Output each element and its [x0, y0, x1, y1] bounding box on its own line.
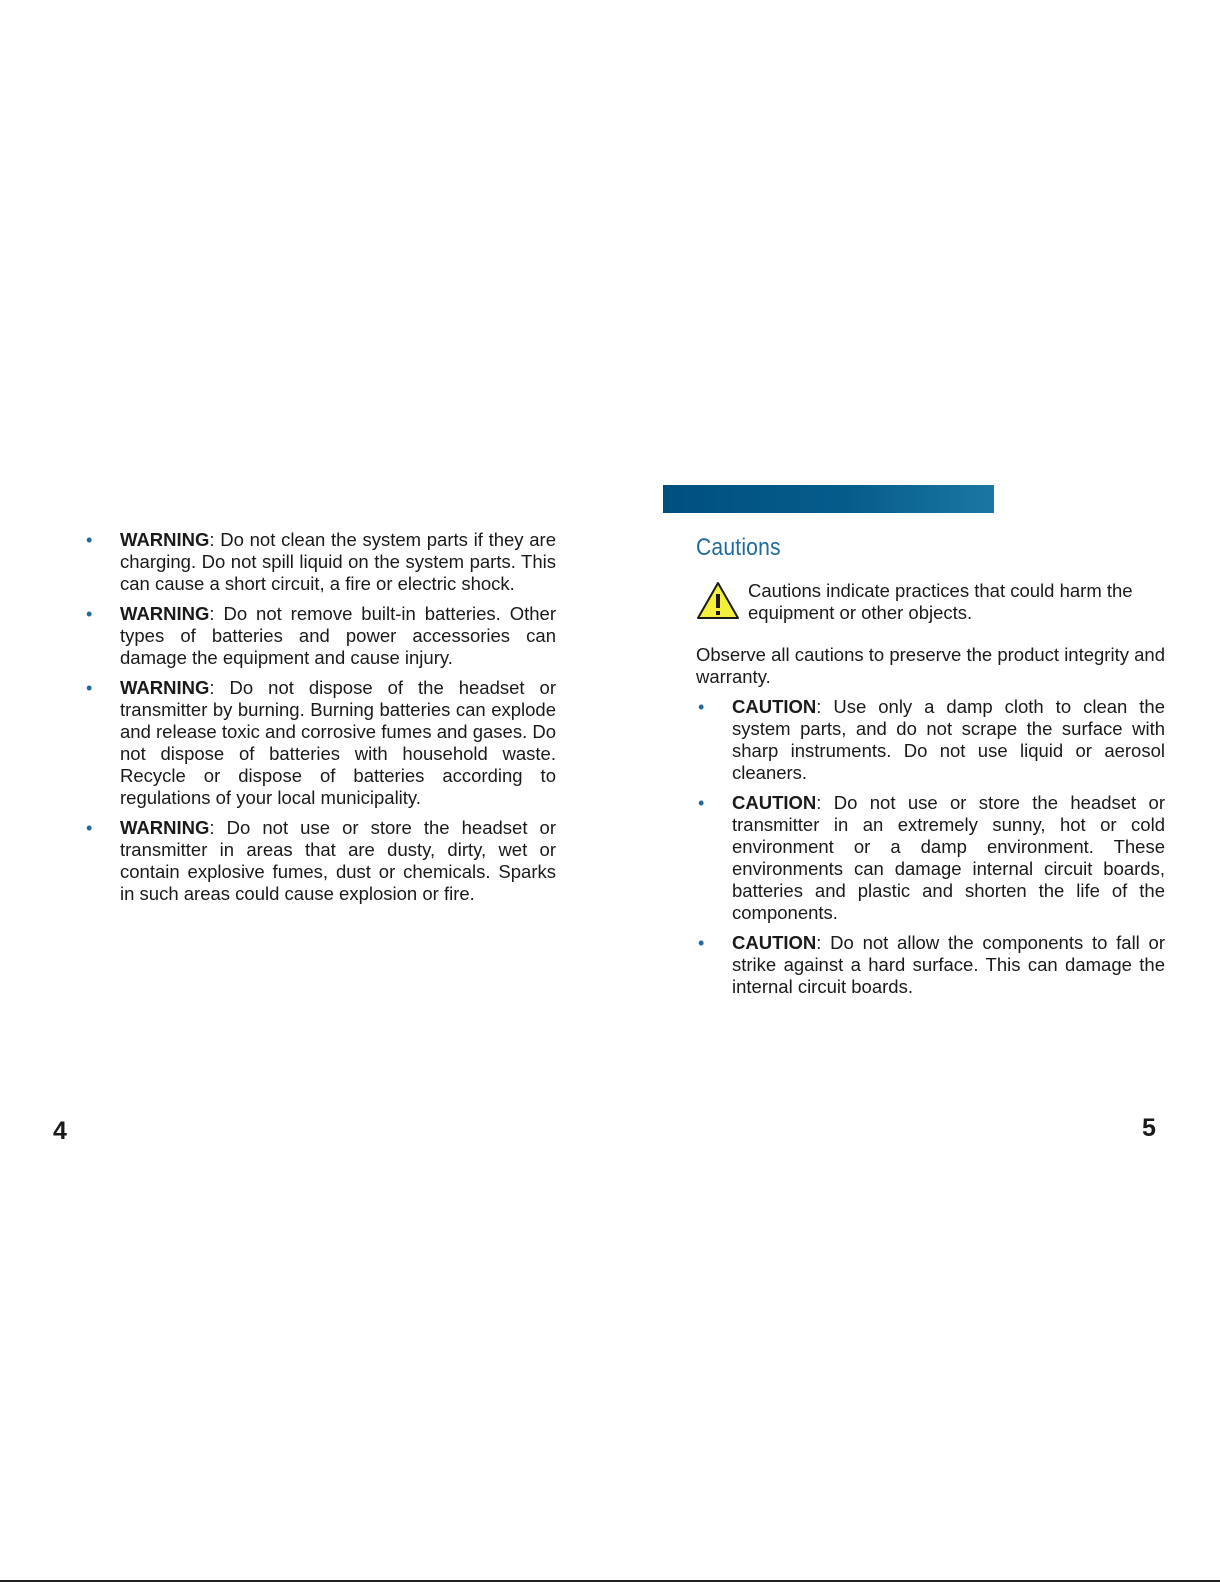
caution-notice — [696, 580, 1165, 624]
list-item — [696, 696, 1165, 784]
warning-text: : Do not remove built-in batteries. Other types of batteries and power accessories can damage the equipment and cause injury. — [120, 603, 556, 668]
intro-text: Observe all cautions to preserve the product integrity and warranty. — [696, 644, 1165, 687]
warning-text: : Do not use or store the headset or transmitter in areas that are dusty, dirty, wet or contain explosive fumes, dust or chemicals. Sparks in such areas could cause explosion or fire. — [120, 817, 556, 904]
caution-text: : Use only a damp cloth to clean the system parts, and do not scrape the surface with sharp instruments. Do not use liquid or aerosol cleaners. — [732, 696, 1165, 783]
list-item — [84, 817, 556, 905]
bullet-icon: • — [698, 697, 705, 717]
bullet-icon: • — [698, 933, 705, 953]
list-item — [696, 792, 1165, 924]
list-item — [84, 529, 556, 595]
caution-text: : Do not use or store the headset or transmitter in an extremely sunny, hot or cold environment or a damp environment. These environments can damage internal circuit boards, batteries and plastic and shorten the life of the components. — [732, 792, 1165, 923]
section-header-bar — [663, 485, 994, 513]
warning-text: : Do not dispose of the headset or transmitter by burning. Burning batteries can explode and release toxic and corrosive fumes and gases. Do not dispose of batteries with household waste. Recycle or dispose of batteries according to regulations of your local municipality. — [120, 677, 557, 808]
caution-text: : Do not allow the components to fall or strike against a hard surface. This can damage the internal circuit boards. — [732, 932, 1165, 997]
caution-label: CAUTION — [732, 792, 817, 813]
warning-text: : Do not clean the system parts if they are charging. Do not spill liquid on the system parts. This can cause a short circuit, a fire or electric shock. — [120, 529, 556, 594]
page-number-right: 5 — [1142, 1114, 1156, 1142]
bullet-icon: • — [86, 530, 93, 550]
list-item — [84, 603, 556, 669]
list-item — [84, 677, 556, 809]
caution-label: CAUTION — [732, 696, 817, 717]
bullet-icon: • — [86, 678, 93, 698]
warning-label: WARNING — [120, 529, 210, 550]
bottom-divider — [0, 1580, 1220, 1582]
warnings-column — [84, 529, 556, 913]
caution-label: CAUTION — [732, 932, 817, 953]
notice-text: Cautions indicate practices that could harm the equipment or other objects. — [748, 580, 1133, 623]
list-item — [696, 932, 1165, 998]
warning-label: WARNING — [120, 603, 210, 624]
warning-label: WARNING — [120, 677, 210, 698]
warning-label: WARNING — [120, 817, 210, 838]
bullet-icon: • — [86, 818, 93, 838]
caution-list — [696, 696, 1165, 998]
bullet-icon: • — [698, 793, 705, 813]
section-title: Cautions — [696, 534, 781, 561]
page-number-left: 4 — [53, 1117, 67, 1145]
warning-list — [84, 529, 556, 905]
bullet-icon: • — [86, 604, 93, 624]
cautions-column — [696, 534, 1165, 1006]
warning-triangle-icon — [696, 581, 740, 621]
